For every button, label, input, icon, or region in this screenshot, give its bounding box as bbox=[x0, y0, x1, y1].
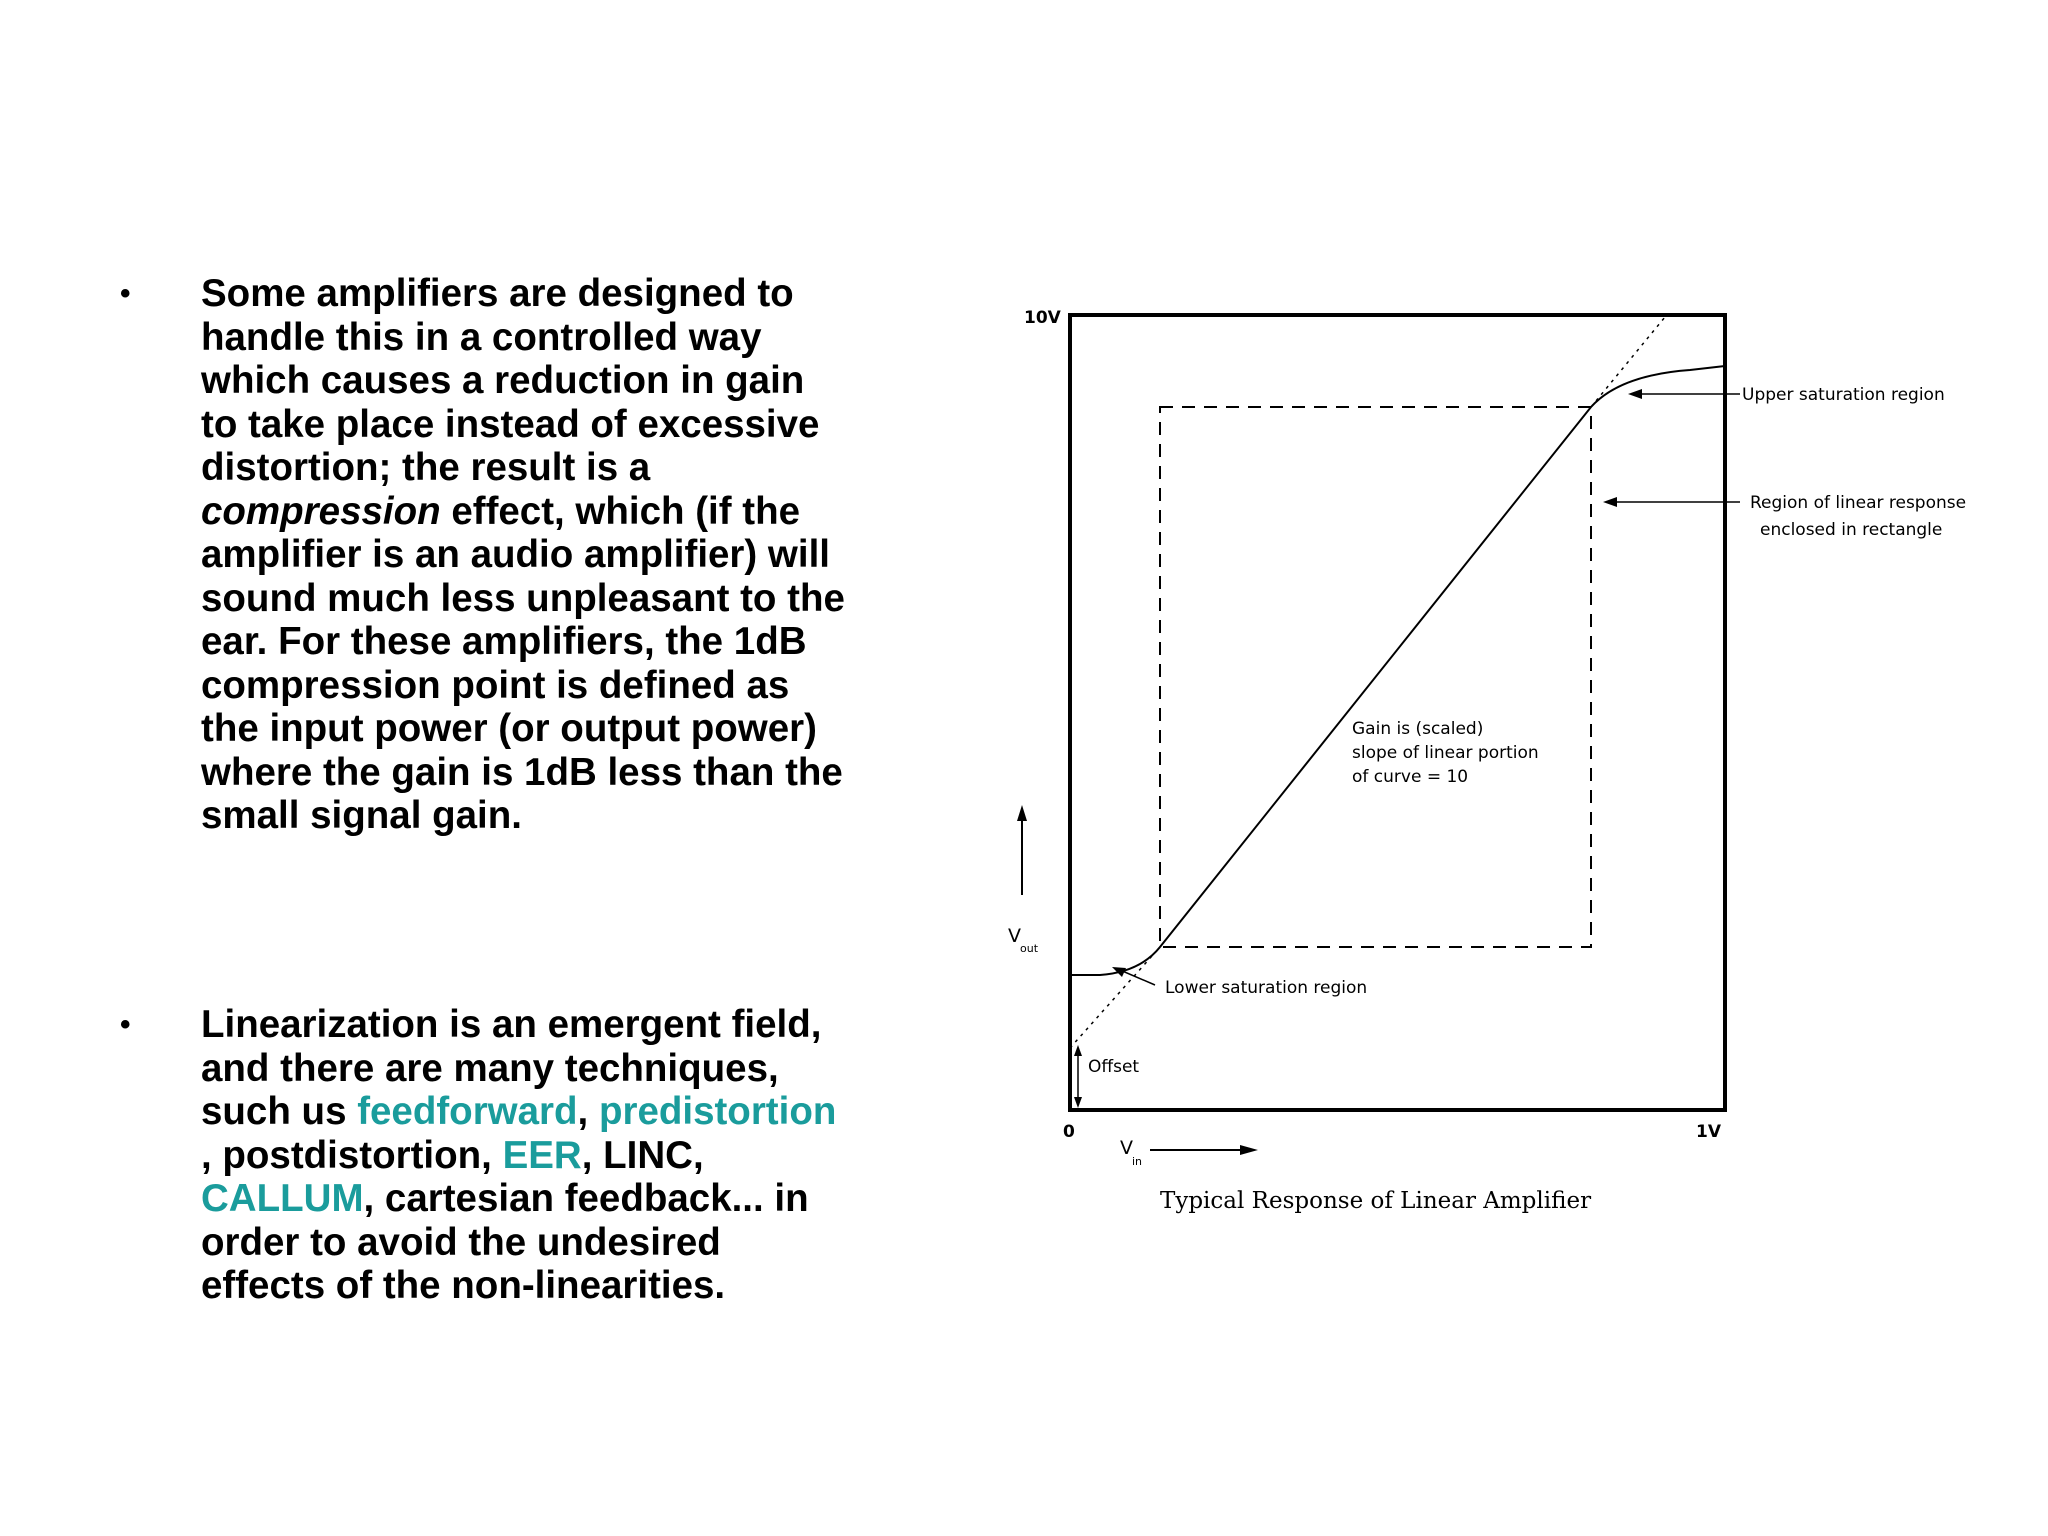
figure-caption: Typical Response of Linear Amplifier bbox=[1160, 1188, 1592, 1214]
text-line: and there are many techniques, bbox=[201, 1046, 779, 1090]
text-fragment: effect, which (if the bbox=[440, 489, 800, 533]
bullet-marker: • bbox=[120, 1008, 131, 1041]
amplifier-response-figure bbox=[1000, 290, 2000, 1270]
text-line: to take place instead of excessive bbox=[201, 402, 820, 446]
text-line: distortion; the result is a bbox=[201, 446, 651, 489]
link-feedforward[interactable]: feedforward bbox=[357, 1090, 578, 1133]
text-line: Some amplifiers are designed to bbox=[201, 272, 794, 315]
text-fragment: , bbox=[577, 1090, 599, 1133]
text-line: order to avoid the undesired bbox=[201, 1220, 721, 1264]
text-line bbox=[201, 1134, 900, 1178]
linear-region-label-line1: Region of linear response bbox=[1750, 493, 1967, 513]
offset-arrow-down bbox=[1074, 1097, 1082, 1108]
link-callum[interactable]: CALLUM bbox=[201, 1177, 364, 1220]
emphasis-compression: compression bbox=[201, 489, 441, 533]
bullet-marker: • bbox=[120, 277, 131, 310]
text-line: handle this in a controlled way bbox=[201, 315, 762, 359]
offset-label: Offset bbox=[1088, 1057, 1140, 1077]
link-eer[interactable]: EER bbox=[502, 1133, 582, 1177]
text-line: ear. For these amplifiers, the 1dB bbox=[201, 620, 807, 663]
text-fragment: , LINC, bbox=[581, 1133, 704, 1177]
lower-saturation-arrow bbox=[1112, 967, 1126, 977]
text-fragment: , cartesian feedback... in bbox=[363, 1177, 809, 1220]
text-line: Linearization is an emergent field, bbox=[201, 1003, 822, 1046]
y-max-label: 10V bbox=[1024, 308, 1061, 328]
text-line: small signal gain. bbox=[201, 794, 522, 837]
vin-arrow-head bbox=[1240, 1145, 1258, 1155]
text-line: the input power (or output power) bbox=[201, 707, 817, 750]
linear-region-label-line2: enclosed in rectangle bbox=[1760, 520, 1943, 540]
x-min-label: 0 bbox=[1063, 1122, 1075, 1142]
vin-label: V bbox=[1120, 1137, 1133, 1159]
bullet-text bbox=[201, 272, 900, 838]
bullet-text bbox=[201, 1003, 900, 1308]
bullet-item-linearization bbox=[120, 1003, 900, 1308]
bullet-item-compression bbox=[120, 272, 900, 838]
linear-region-arrow bbox=[1603, 497, 1617, 507]
vout-subscript: out bbox=[1020, 942, 1039, 955]
amplifier-response-diagram bbox=[1000, 290, 2000, 1270]
vin-subscript: in bbox=[1132, 1155, 1143, 1168]
lower-saturation-label: Lower saturation region bbox=[1165, 978, 1368, 998]
text-line bbox=[201, 1090, 900, 1134]
text-line: amplifier is an audio amplifier) will bbox=[201, 533, 830, 576]
upper-saturation-label: Upper saturation region bbox=[1742, 385, 1945, 405]
gain-label-line1: Gain is (scaled) bbox=[1352, 719, 1484, 739]
text-line: which causes a reduction in gain bbox=[201, 359, 805, 402]
link-predistortion[interactable]: predistortion bbox=[598, 1090, 837, 1133]
gain-label-line2: slope of linear portion bbox=[1352, 743, 1539, 763]
x-max-label: 1V bbox=[1696, 1122, 1721, 1142]
text-fragment: such us bbox=[201, 1090, 358, 1133]
vout-arrow-head bbox=[1017, 805, 1027, 821]
text-line bbox=[201, 1177, 900, 1221]
gain-label-line3: of curve = 10 bbox=[1352, 767, 1469, 787]
vout-label: V bbox=[1008, 925, 1021, 947]
text-fragment: , postdistortion, bbox=[201, 1133, 503, 1177]
text-line: where the gain is 1dB less than the bbox=[201, 750, 843, 794]
lower-saturation-pointer bbox=[1120, 970, 1155, 985]
text-line: compression point is defined as bbox=[201, 663, 790, 707]
linear-extension-lower bbox=[1070, 947, 1160, 1048]
text-line: effects of the non-linearities. bbox=[201, 1264, 726, 1307]
response-curve bbox=[1070, 366, 1725, 975]
text-line bbox=[201, 490, 900, 534]
upper-saturation-arrow bbox=[1628, 389, 1642, 399]
offset-arrow-up bbox=[1074, 1045, 1082, 1056]
text-line: sound much less unpleasant to the bbox=[201, 576, 845, 620]
